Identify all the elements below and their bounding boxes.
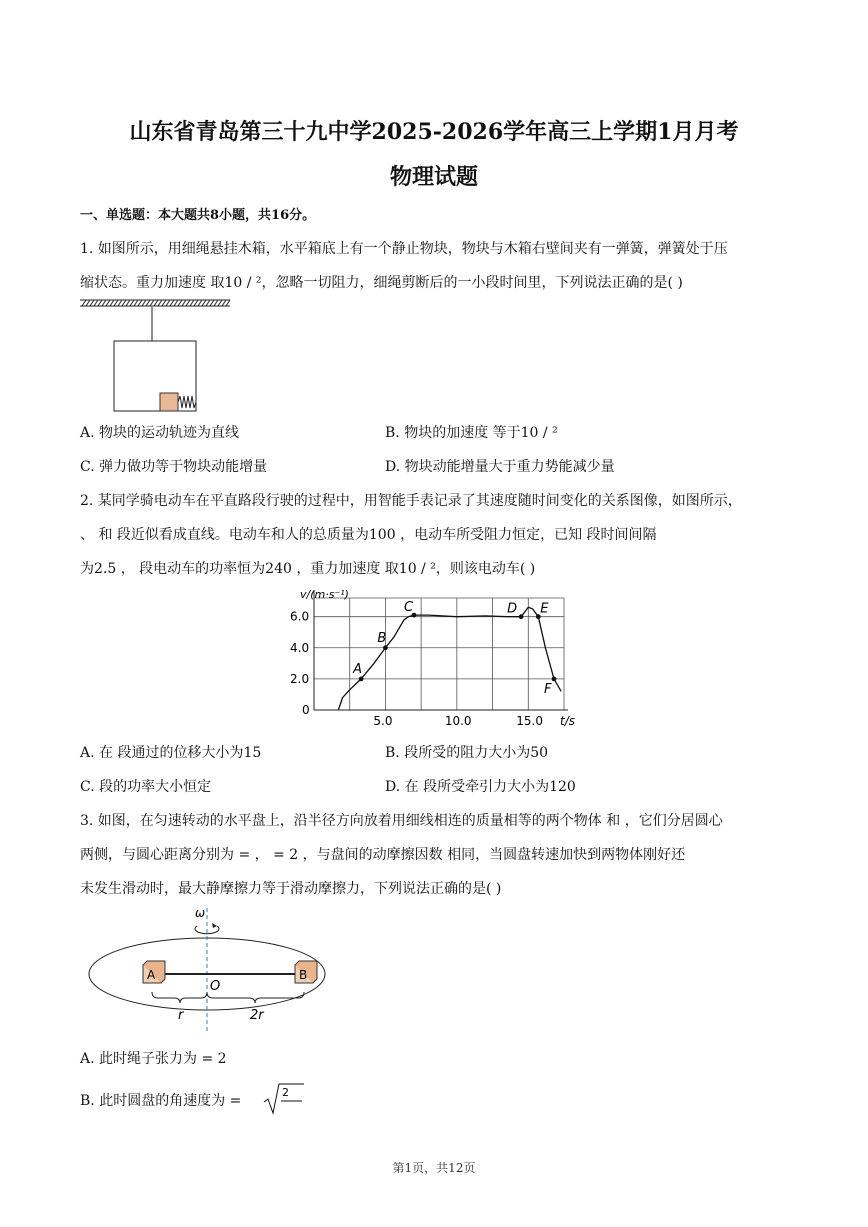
q3-text-line2: 两侧，与圆心距离分别为 = ， = 2 ，与盘间的动摩擦因数 相同，当圆盘转速加快到两物体刚好还 xyxy=(80,847,686,863)
x-tick-label: 5.0 xyxy=(373,714,393,728)
svg-text:B: B xyxy=(299,968,308,982)
point-label-a: A xyxy=(353,661,363,677)
paper-subtitle: 物理试题 xyxy=(389,164,478,190)
q2-option-c: C. 段的功率大小恒定 xyxy=(80,779,212,795)
q1-option-b: B. 物块的加速度 等于10 / ² xyxy=(385,425,558,441)
q2-option-b: B. 段所受的阻力大小为50 xyxy=(385,745,549,761)
q1-option-d: D. 物块动能增量大于重力势能减少量 xyxy=(385,459,615,475)
paper-title: 山东省青岛第三十九中学2025-2026学年高三上学期1月月考 xyxy=(129,119,739,145)
q3-figure xyxy=(86,904,336,1034)
q2-text-line1: 2. 某同学骑电动车在平直路段行驶的过程中，用智能手表记录了其速度随时间变化的关系图像，如图所示， xyxy=(80,493,742,509)
q1-option-a: A. 物块的运动轨迹为直线 xyxy=(80,425,240,441)
brace-2r xyxy=(207,992,304,1003)
point-a xyxy=(359,676,364,681)
q1-text-line1: 1. 如图所示，用细绳悬挂木箱，水平箱底上有一个静止物块，物块与木箱右壁间夹有一弹簧，弹簧处于压 xyxy=(80,241,728,257)
page-footer: 第1页，共12页 xyxy=(392,1161,476,1175)
q2-text-line3: 为2.5 ， 段电动车的功率恒为240 ，重力加速度 取10 / ²，则该电动车( ) xyxy=(80,561,536,577)
y-tick-label: 6.0 xyxy=(290,609,310,624)
q3-text-line3: 未发生滑动时，最大静摩擦力等于滑动摩擦力，下列说法正确的是( ) xyxy=(80,881,502,897)
y-tick-label: 4.0 xyxy=(290,640,310,655)
q3-option-a: A. 此时绳子张力为 = 2 xyxy=(80,1051,227,1067)
spring xyxy=(178,396,196,408)
point-b xyxy=(383,645,388,650)
q2-vt-chart xyxy=(290,582,590,736)
x-axis-label: t/s xyxy=(560,714,575,728)
q3-text-line1: 3. 如图，在匀速转动的水平盘上，沿半径方向放着用细线相连的质量相等的两个物体 和 ，它们分居圆心 xyxy=(80,813,723,829)
q1-figure xyxy=(78,294,238,416)
ceiling-hatch xyxy=(80,300,230,306)
y-axis-label: v/(m·s⁻¹) xyxy=(300,588,349,601)
brace-r xyxy=(152,992,207,1003)
omega-label: ω xyxy=(195,906,206,920)
point-label-d: D xyxy=(507,601,518,617)
x-tick-label: 15.0 xyxy=(516,714,544,728)
point-label-b: B xyxy=(377,630,387,646)
point-label-c: C xyxy=(404,600,414,616)
point-f xyxy=(552,676,557,681)
point-label-f: F xyxy=(544,681,552,697)
block-b xyxy=(295,961,317,983)
center-o-label: O xyxy=(210,979,221,994)
q2-option-d: D. 在 段所受牵引力大小为120 xyxy=(385,779,576,795)
y-tick-label: 2.0 xyxy=(290,671,310,686)
sqrt-numerator: 2 xyxy=(282,1086,289,1099)
x-tick-label: 10.0 xyxy=(444,714,472,728)
q1-text-line2: 缩状态。重力加速度 取10 / ²，忽略一切阻力，细绳剪断后的一小段时间里，下列说法正确的是( ) xyxy=(80,275,683,291)
q3-option-b: B. 此时圆盘的角速度为 = xyxy=(80,1093,242,1109)
svg-text:A: A xyxy=(147,968,156,982)
section-heading: 一、单选题：本大题共8小题，共16分。 xyxy=(80,208,316,223)
y-tick-label: 0 xyxy=(302,703,310,717)
velocity-curve xyxy=(338,607,561,710)
point-label-e: E xyxy=(540,601,549,617)
point-d xyxy=(519,614,524,619)
radius-r-label: r xyxy=(178,1008,184,1023)
q2-option-a: A. 在 段通过的位移大小为15 xyxy=(80,745,262,761)
radius-2r-label: 2r xyxy=(250,1008,264,1023)
block-a xyxy=(143,961,165,983)
sqrt-expression xyxy=(262,1082,306,1116)
q2-text-line2: 、 和 段近似看成直线。电动车和人的总质量为100 ，电动车所受阻力恒定，已知 段时间间隔 xyxy=(80,527,657,543)
q1-option-c: C. 弹力做功等于物块动能增量 xyxy=(80,459,268,475)
arrowhead-icon xyxy=(212,923,217,928)
block xyxy=(160,393,178,411)
